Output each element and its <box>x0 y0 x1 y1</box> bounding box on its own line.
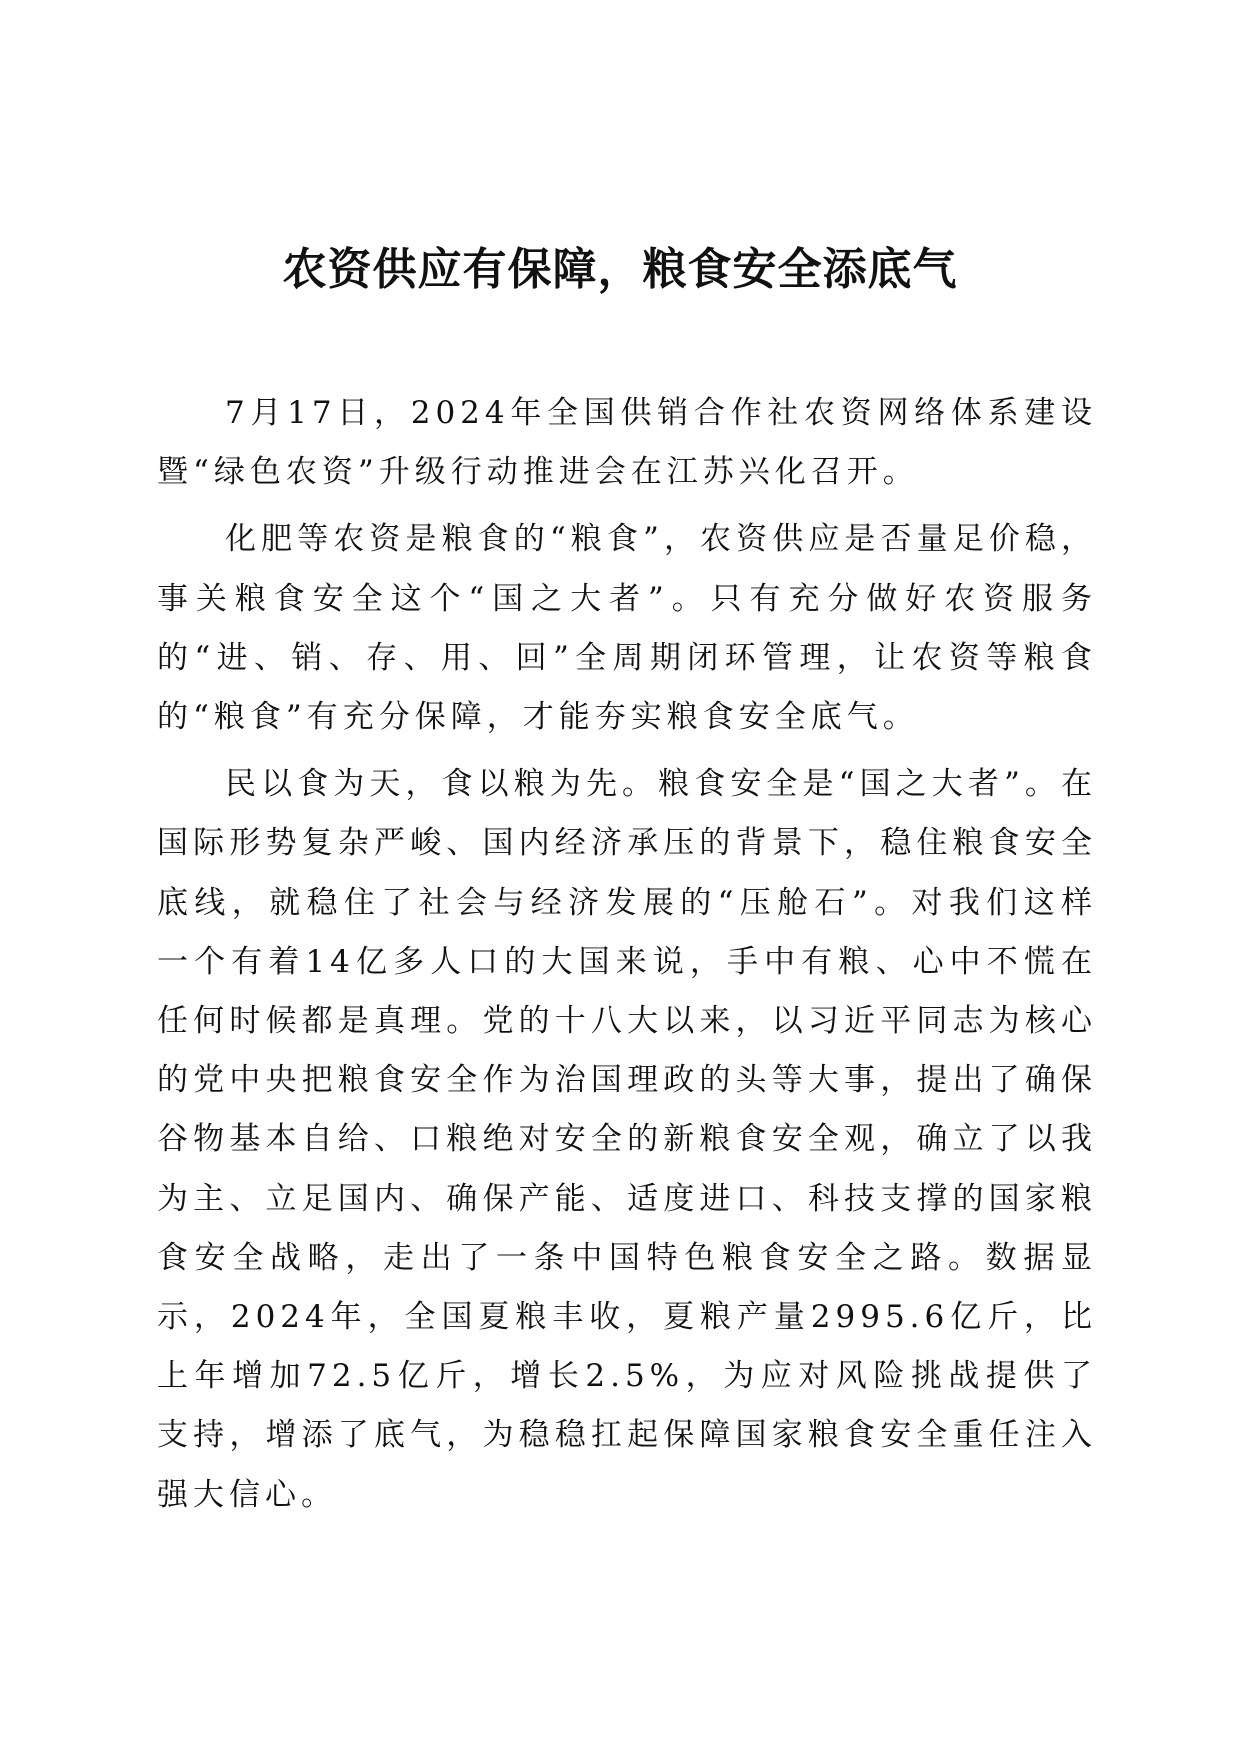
document-body <box>157 384 1097 1525</box>
paragraph-agri-supply: 化肥等农资是粮食的“粮食”，农资供应是否量足价稳，事关粮食安全这个“国之大者”。只有充分做好农资服务的“进、销、存、用、回”全周期闭环管理，让农资等粮食的“粮食”有充分保障，才能夯实粮食安全底气。 <box>157 521 1097 736</box>
paragraph-food-security: 民以食为天，食以粮为先。粮食安全是“国之大者”。在国际形势复杂严峻、国内经济承压的背景下，稳住粮食安全底线，就稳住了社会与经济发展的“压舱石”。对我们这样一个有着14亿多人口的大国来说，手中有粮、心中不慌在任何时候都是真理。党的十八大以来，以习近平同志为核心的党中央把粮食安全作为治国理政的头等大事，提出了确保谷物基本自给、口粮绝对安全的新粮食安全观，确立了以我为主、立足国内、确保产能、适度进口、科技支撑的国家粮食安全战略，走出了一条中国特色粮食安全之路。数据显示，2024年，全国夏粮丰收，夏粮产量2995.6亿斤，比上年增加72.5亿斤，增长2.5%，为应对风险挑战提供了支持，增添了底气，为稳稳扛起保障国家粮食安全重任注入强大信心。 <box>157 766 1097 1513</box>
paragraph-meeting: 7月17日，2024年全国供销合作社农资网络体系建设暨“绿色农资”升级行动推进会在江苏兴化召开。 <box>157 395 1097 491</box>
document-title: 农资供应有保障，粮食安全添底气 <box>282 244 958 295</box>
